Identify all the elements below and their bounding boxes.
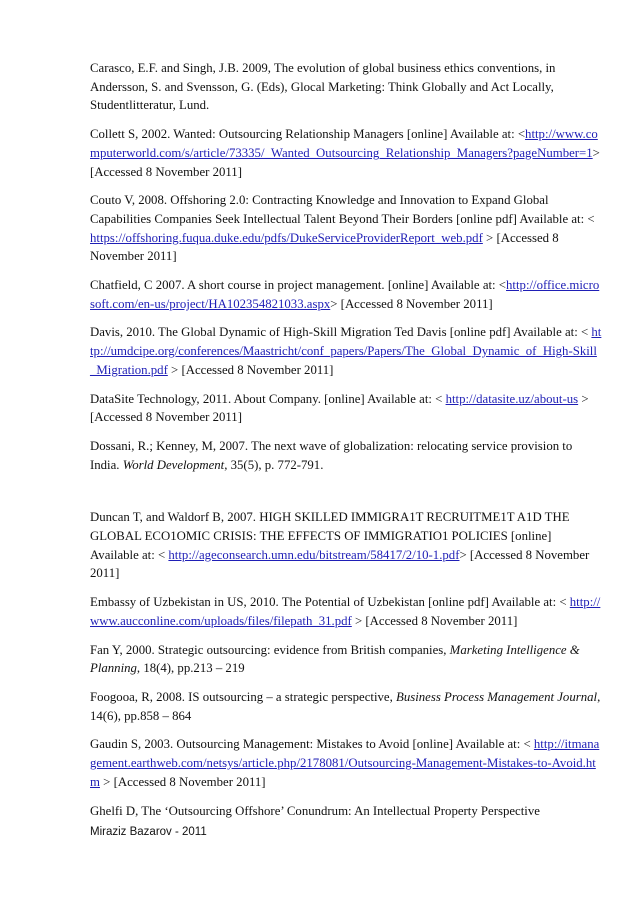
reference-text: > [Accessed 8 November 2011]	[90, 391, 589, 425]
reference-entry	[90, 191, 602, 266]
reference-text: Duncan T, and Waldorf B, 2007. HIGH SKILLED IMMIGRA1T RECRUITME1T A1D THE GLOBAL ECO1OMIC CRISIS: THE EFFECTS OF IMMIGRATIO1 POLICIES [online] Available at: <	[90, 510, 570, 562]
reference-link[interactable]: https://offshoring.fuqua.duke.edu/pdfs/DukeServiceProviderReport_web.pdf	[90, 230, 483, 245]
reference-text: Dossani, R.; Kenney, M, 2007. The next wave of globalization: relocating service provision to India.	[90, 438, 573, 472]
reference-text: Couto V, 2008. Offshoring 2.0: Contracting Knowledge and Innovation to Expand Global Capabilities Companies Seek Intellectual Talent Beyond Their Borders [online pdf] Available at: <	[90, 193, 595, 226]
page-footer: Miraziz Bazarov - 2011	[90, 826, 207, 838]
reference-entry	[90, 593, 602, 630]
reference-journal-title: Business Process Management Journal	[396, 689, 598, 704]
reference-text: Carasco, E.F. and Singh, J.B. 2009, The evolution of global business ethics conventions, in Andersson, S. and Svensson, G. (Eds), Glocal Marketing: Think Globally and Act Locally, Studentlitteratur, Lund.	[90, 61, 556, 113]
reference-text: Gaudin S, 2003. Outsourcing Management: Mistakes to Avoid [online] Available at: <	[90, 737, 534, 752]
reference-entry	[90, 59, 602, 115]
reference-text: > [Accessed 8 November 2011]	[90, 145, 600, 179]
reference-entry	[90, 508, 602, 583]
reference-text: , 18(4), pp.213 – 219	[136, 661, 245, 676]
reference-text: > [Accessed 8 November 2011]	[99, 774, 266, 789]
reference-text: > [Accessed 8 November 2011]	[167, 362, 334, 377]
reference-entry	[90, 390, 602, 427]
reference-entry	[90, 735, 602, 791]
reference-entry	[90, 688, 602, 725]
reference-entry	[90, 276, 602, 313]
reference-text: Collett S, 2002. Wanted: Outsourcing Relationship Managers [online] Available at: <	[90, 127, 526, 142]
reference-text: Chatfield, C 2007. A short course in project management. [online] Available at: <	[90, 278, 507, 293]
reference-text: DataSite Technology, 2011. About Company. [online] Available at: <	[90, 391, 446, 406]
reference-text: Davis, 2010. The Global Dynamic of High-Skill Migration Ted Davis [online pdf] Available at: <	[90, 325, 592, 340]
reference-text: > [Accessed 8 November 2011]	[351, 613, 518, 628]
reference-link[interactable]: http://www.computerworld.com/s/article/73335/_Wanted_Outsourcing_Relationship_Managers?pageNumber=1	[90, 127, 598, 160]
reference-link[interactable]: http://www.aucconline.com/uploads/files/filepath_31.pdf	[90, 595, 601, 628]
reference-entry	[90, 641, 602, 678]
reference-link[interactable]: http://datasite.uz/about-us	[445, 391, 579, 406]
reference-entry	[90, 323, 602, 379]
reference-text: > [Accessed 8 November 2011]	[90, 230, 559, 264]
reference-text: > [Accessed 8 November 2011]	[90, 547, 590, 581]
reference-entry	[90, 125, 602, 181]
reference-text: Embassy of Uzbekistan in US, 2010. The Potential of Uzbekistan [online pdf] Available at: <	[90, 595, 570, 610]
reference-journal-title: World Development	[122, 457, 225, 472]
reference-link[interactable]: http://itmanagement.earthweb.com/netsys/article.php/2178081/Outsourcing-Management-Mistakes-to-Avoid.htm	[90, 737, 600, 789]
reference-link[interactable]: http://ageconsearch.umn.edu/bitstream/58417/2/10-1.pdf	[168, 547, 460, 562]
reference-text: > [Accessed 8 November 2011]	[330, 296, 493, 311]
reference-link[interactable]: http://umdcipe.org/conferences/Maastricht/conf_papers/Papers/The_Global_Dynamic_of_High-Skill_Migration.pdf	[90, 325, 602, 377]
reference-text: Fan Y, 2000. Strategic outsourcing: evidence from British companies,	[90, 642, 450, 657]
reference-entry	[90, 802, 602, 821]
reference-entry	[90, 437, 602, 474]
reference-text: , 35(5), p. 772-791.	[224, 457, 324, 472]
reference-link[interactable]: http://office.microsoft.com/en-us/project/HA102354821033.aspx	[90, 278, 600, 311]
reference-text: , 14(6), pp.858 – 864	[90, 689, 601, 723]
reference-journal-title: Marketing Intelligence & Planning	[90, 642, 580, 676]
reference-list	[90, 59, 602, 830]
reference-text: Foogooa, R, 2008. IS outsourcing – a strategic perspective,	[90, 689, 397, 704]
reference-text: Ghelfi D, The ‘Outsourcing Offshore’ Conundrum: An Intellectual Property Perspective	[90, 803, 540, 818]
